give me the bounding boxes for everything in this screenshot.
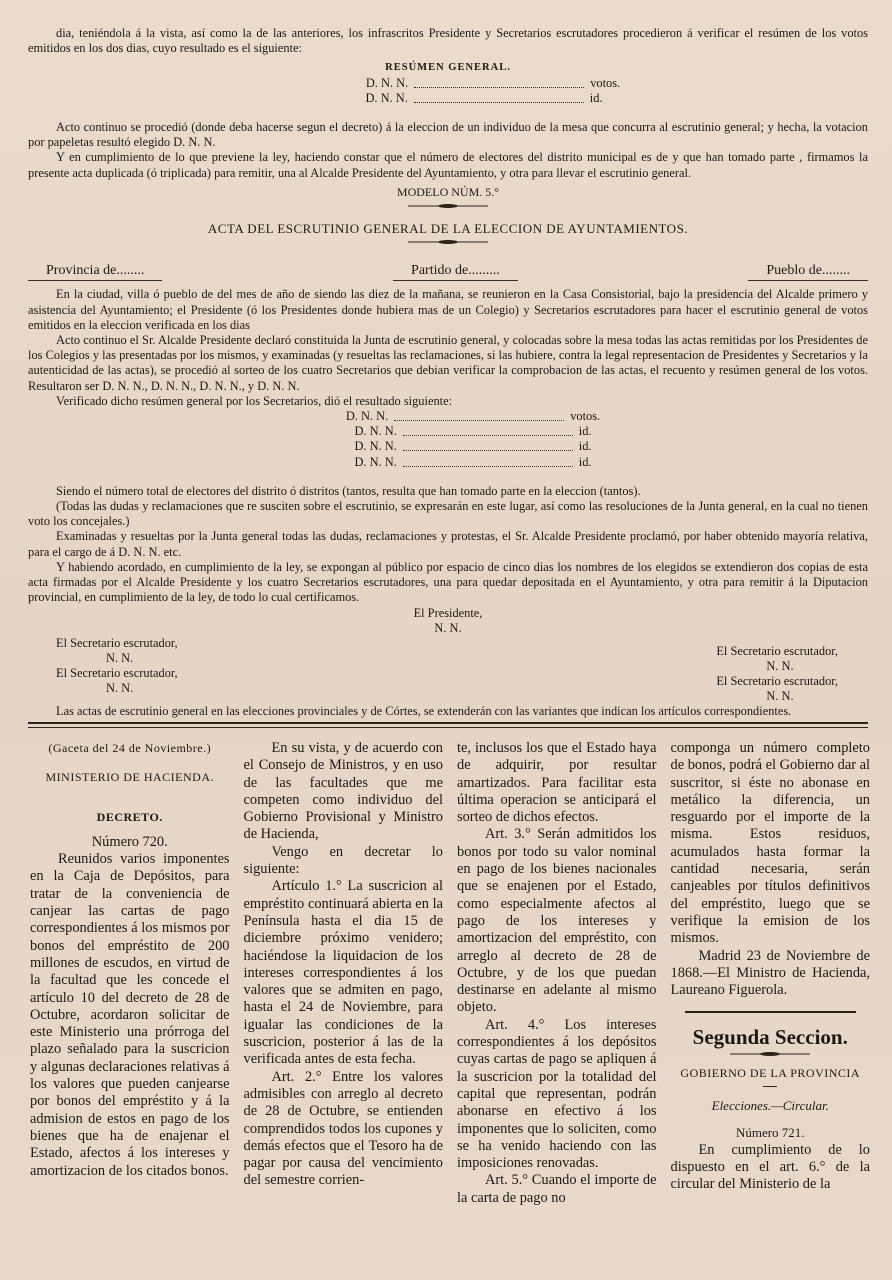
votes-name: D. N. N.: [354, 424, 397, 439]
partido-label: Partido de.........: [393, 263, 518, 281]
articulo-2: Art. 2.° Entre los valores admisibles con arreglo al decreto de 28 de Octubre, se entienden comprendidos todos los cupones y demás efectos que el Tesoro ha de pagar por causa del vencimiento del semestre corrien-: [243, 1068, 443, 1189]
secretario-label: El Secretario escrutador,: [56, 665, 178, 680]
resumen-line: [28, 76, 868, 91]
votes-unit: id.: [578, 454, 592, 469]
short-dash: [763, 1086, 777, 1087]
presidente-name: N. N.: [434, 620, 462, 635]
dudas-paragraph: (Todas las dudas y reclamaciones que re susciten sobre el escrutinio, se expresarán en este lugar, así como las resoluciones de la Junta general, en la cual no tienen voto los concejales.): [28, 499, 868, 529]
columns-section: [30, 740, 870, 1270]
junta-paragraph: Acto continuo el Sr. Alcalde Presidente declaró constituida la Junta de escrutinio general, y colocadas sobre la mesa todas las actas remitidas por los Presidentes de los Colegios y las presentadas por los mismos, y examinadas (y resueltas las reclamaciones, si las hubiere, contra la legal representacion de Presidentes y Secretarios y la autenticidad de las actas), se procedió al sorteo de los cuatro Secretarios que debian verificar la comprobacion de las actas, el recuento y resúmen general de los votos. Resultaron ser D. N. N., D. N. N., D. N. N., y D. N. N.: [28, 333, 868, 393]
resumen-title: RESÚMEN GENERAL.: [385, 62, 511, 74]
section-rule: [28, 722, 868, 724]
vengo-paragraph: Vengo en decretar lo siguiente:: [243, 843, 443, 878]
modelo-heading: MODELO NÚM. 5.°: [396, 184, 500, 199]
votes-row: [78, 424, 868, 439]
intro-paragraph: dia, teniéndola á la vista, así como la de las anteriores, los infrascritos Presidente y Secretarios escrutadores procedieron á verificar el resúmen de los votos emitidos en los dos dias, cuyo resultado es el siguiente:: [28, 26, 868, 56]
votes-unit: id.: [578, 439, 592, 454]
bonos-paragraph: componga un número completo de bonos, podrá el Gobierno dar al suscritor, si éste no abonase en metálico la diferencia, un resguardo por el importe de la misma. Estos residuos, acumulados hasta formar la cantidad necesaria, serán canjeables por títulos definitivos del empréstito, luego que se verifique la emision de los mismos.: [670, 740, 870, 947]
articulo-4: Art. 4.° Los intereses correspondientes á los depósitos cuyas cartas de pago se apliquen á la suscricion por la totalidad del capital que representan, podrán abonarse en efectivo á los imponentes que lo soliciten, como se ha venido haciendo con las imposiciones renovadas.: [457, 1016, 657, 1172]
ornament-divider: [730, 1051, 810, 1057]
secretario-name: N. N.: [106, 680, 134, 695]
secretario-label: El Secretario escrutador,: [716, 643, 838, 658]
column-rule: [685, 1011, 857, 1013]
variantes-paragraph: Las actas de escrutinio general en las elecciones provinciales y de Córtes, se extenderán con las variantes que indican los artículos correspondientes.: [56, 703, 792, 718]
section-rule-thin: [28, 727, 868, 728]
resumen-name: D. N. N.: [365, 90, 408, 105]
votes-name: D. N. N.: [345, 409, 389, 424]
total-paragraph: Siendo el número total de electores del distrito ó distritos (tantos, resulta que han tomado parte en la eleccion (tantos).: [56, 483, 641, 498]
verificado-paragraph: Verificado dicho resúmen general por los Secretarios, dió el resultado siguiente:: [56, 393, 453, 408]
votes-unit: id.: [578, 424, 592, 439]
reunion-paragraph: En la ciudad, villa ó pueblo de del mes de año de siendo las diez de la mañana, se reunieron en la Casa Consistorial, bajo la presidencia del Alcalde primero y asistencia del Ayuntamiento; el Presidente (ó los Presidentes donde hubiera mas de un Colegio) y Secretarios escrutadores para hacer el escrutinio general de votos emitidos en la eleccion verificada en los dias: [28, 287, 868, 332]
resumen-name: D. N. N.: [365, 75, 409, 90]
resumen-unit: id.: [589, 90, 603, 105]
votes-row: [78, 455, 868, 470]
secretario-label: El Secretario escrutador,: [56, 635, 178, 650]
decreto-intro: Reunidos varios imponentes en la Caja de Depósitos, para tratar de la conveniencia de canjear las cartas de pago correspondientes á los mismos por bonos del empréstito de 200 millones de escudos, en virtud de la facultad que les concede el artículo 10 del decreto de 28 de Octubre, acordaron solicitar de este Ministerio una prórroga del plazo señalado para la suscricion y algunas declaraciones relativas á los valores que pueden canjearse por bonos del empréstito y á la admision de estos en pago de los bienes que ha de enajenar el Estado, afectos á los intereses y amortizacion de los citados bonos.: [30, 851, 230, 1179]
column-2: [244, 740, 444, 1270]
secretario-name: N. N.: [766, 658, 794, 673]
acordado-paragraph: Y habiendo acordado, en cumplimiento de la ley, se expongan al público por espacio de cinco dias los nombres de los elegidos se extendieron dos copias de esta acta firmadas por el Alcalde Presidente y los cuatro Secretarios escrutadores, una para quedar depositada en el Ayuntamiento, y otra para remitir á la Diputacion provincial, en cumplimiento de la ley, de todo lo cual certificamos.: [28, 559, 868, 605]
presidente-label: El Presidente,: [413, 605, 483, 620]
provincia-label: Provincia de........: [28, 263, 162, 281]
secretario-name: N. N.: [106, 650, 134, 665]
votes-list: [28, 409, 868, 470]
elecciones-heading: Elecciones.—Circular.: [711, 1098, 829, 1114]
location-header: [28, 263, 868, 281]
circular-paragraph: En cumplimiento de lo dispuesto en el art. 6.° de la circular del Ministerio de la: [670, 1141, 870, 1193]
votes-row: [78, 439, 868, 454]
ministerio-heading: MINISTERIO DE HACIENDA.: [45, 770, 214, 785]
pueblo-label: Pueblo de........: [748, 263, 868, 281]
acta-model-section: [28, 26, 868, 719]
articulo-1: Artículo 1.° La suscricion al empréstito continuará abierta en la Península hasta el dia 15 de diciembre próximo venidero; haciéndose la liquidacion de los intereses correspondientes á los valores que se admiten en pago, hasta el 24 de Noviembre, para igualar las condiciones de la suscricion, posterior á las de la verificada antes de esta fecha.: [243, 878, 443, 1068]
resumen-unit: votos.: [590, 75, 621, 90]
votes-name: D. N. N.: [354, 454, 397, 469]
articulo-5: Art. 5.° Cuando el importe de la carta de pago no: [457, 1172, 657, 1206]
presidente-signature: [28, 606, 868, 636]
column-4: [671, 740, 871, 1270]
decreto-heading: DECRETO.: [96, 809, 163, 824]
gaceta-reference: (Gaceta del 24 de Noviembre.): [48, 741, 212, 755]
resumen-line: [28, 91, 868, 106]
secretarios-signatures: [28, 636, 868, 704]
mesa-paragraph: Acto continuo se procedió (donde deba hacerse segun el decreto) á la eleccion de un individuo de la mesa que concurra al escrutinio general; y hecha, la votacion por papeletas resultó elegido D. N. N.: [28, 120, 868, 150]
vista-paragraph: En su vista, y de acuerdo con el Consejo de Ministros, y en uso de las facultades que me competen como individuo del Gobierno Provisional y Ministro de Hacienda,: [243, 740, 443, 843]
firma-paragraph: Madrid 23 de Noviembre de 1868.—El Ministro de Hacienda, Laureano Figuerola.: [670, 947, 870, 999]
cumplimiento-paragraph: Y en cumplimiento de lo que previene la ley, haciendo constar que el número de electores del distrito municipal es de y que han tomado parte , firmamos la presente acta duplicada (ó triplicada) para remitir, una al Alcalde Presidente del Ayuntamiento, y otra para llevar el escrutinio general.: [28, 150, 868, 180]
column-3: [457, 740, 657, 1270]
numero-721: Número 721.: [735, 1125, 805, 1141]
articulo-3: Art. 3.° Serán admitidos los bonos por todo su valor nominal en pago de los bienes nacionales que se enajenen por el Estado, como especialmente afectos al pago de los intereses y amortizacion del empréstito, con arreglo al decreto de 28 de Octubre, y de los que puedan destinarse en adelante al mismo objeto.: [457, 826, 657, 1016]
numero-720: Número 720.: [91, 833, 168, 850]
segunda-seccion-heading: Segunda Seccion.: [692, 1025, 848, 1050]
acta-title: ACTA DEL ESCRUTINIO GENERAL DE LA ELECCION DE AYUNTAMIENTOS.: [207, 221, 689, 237]
column-1: [30, 740, 230, 1270]
gobierno-heading: GOBIERNO DE LA PROVINCIA: [680, 1065, 861, 1080]
secretario-name: N. N.: [766, 688, 794, 703]
continuation-paragraph: te, inclusos los que el Estado haya de adquirir, por resultar amartizados. Para facilitar esta última operacion se anticipará el sorteo de dichos efectos.: [457, 740, 657, 826]
votes-unit: votos.: [570, 409, 601, 424]
examinadas-paragraph: Examinadas y resueltas por la Junta general todas las dudas, reclamaciones y protestas, el Sr. Alcalde Presidente proclamó, por haber obtenido mayoría relativa, para el cargo de á D. N. N. etc.: [28, 529, 868, 559]
ornament-divider: [408, 203, 488, 209]
votes-row: [78, 409, 868, 424]
votes-name: D. N. N.: [354, 439, 397, 454]
secretario-label: El Secretario escrutador,: [716, 673, 838, 688]
ornament-divider: [408, 239, 488, 245]
